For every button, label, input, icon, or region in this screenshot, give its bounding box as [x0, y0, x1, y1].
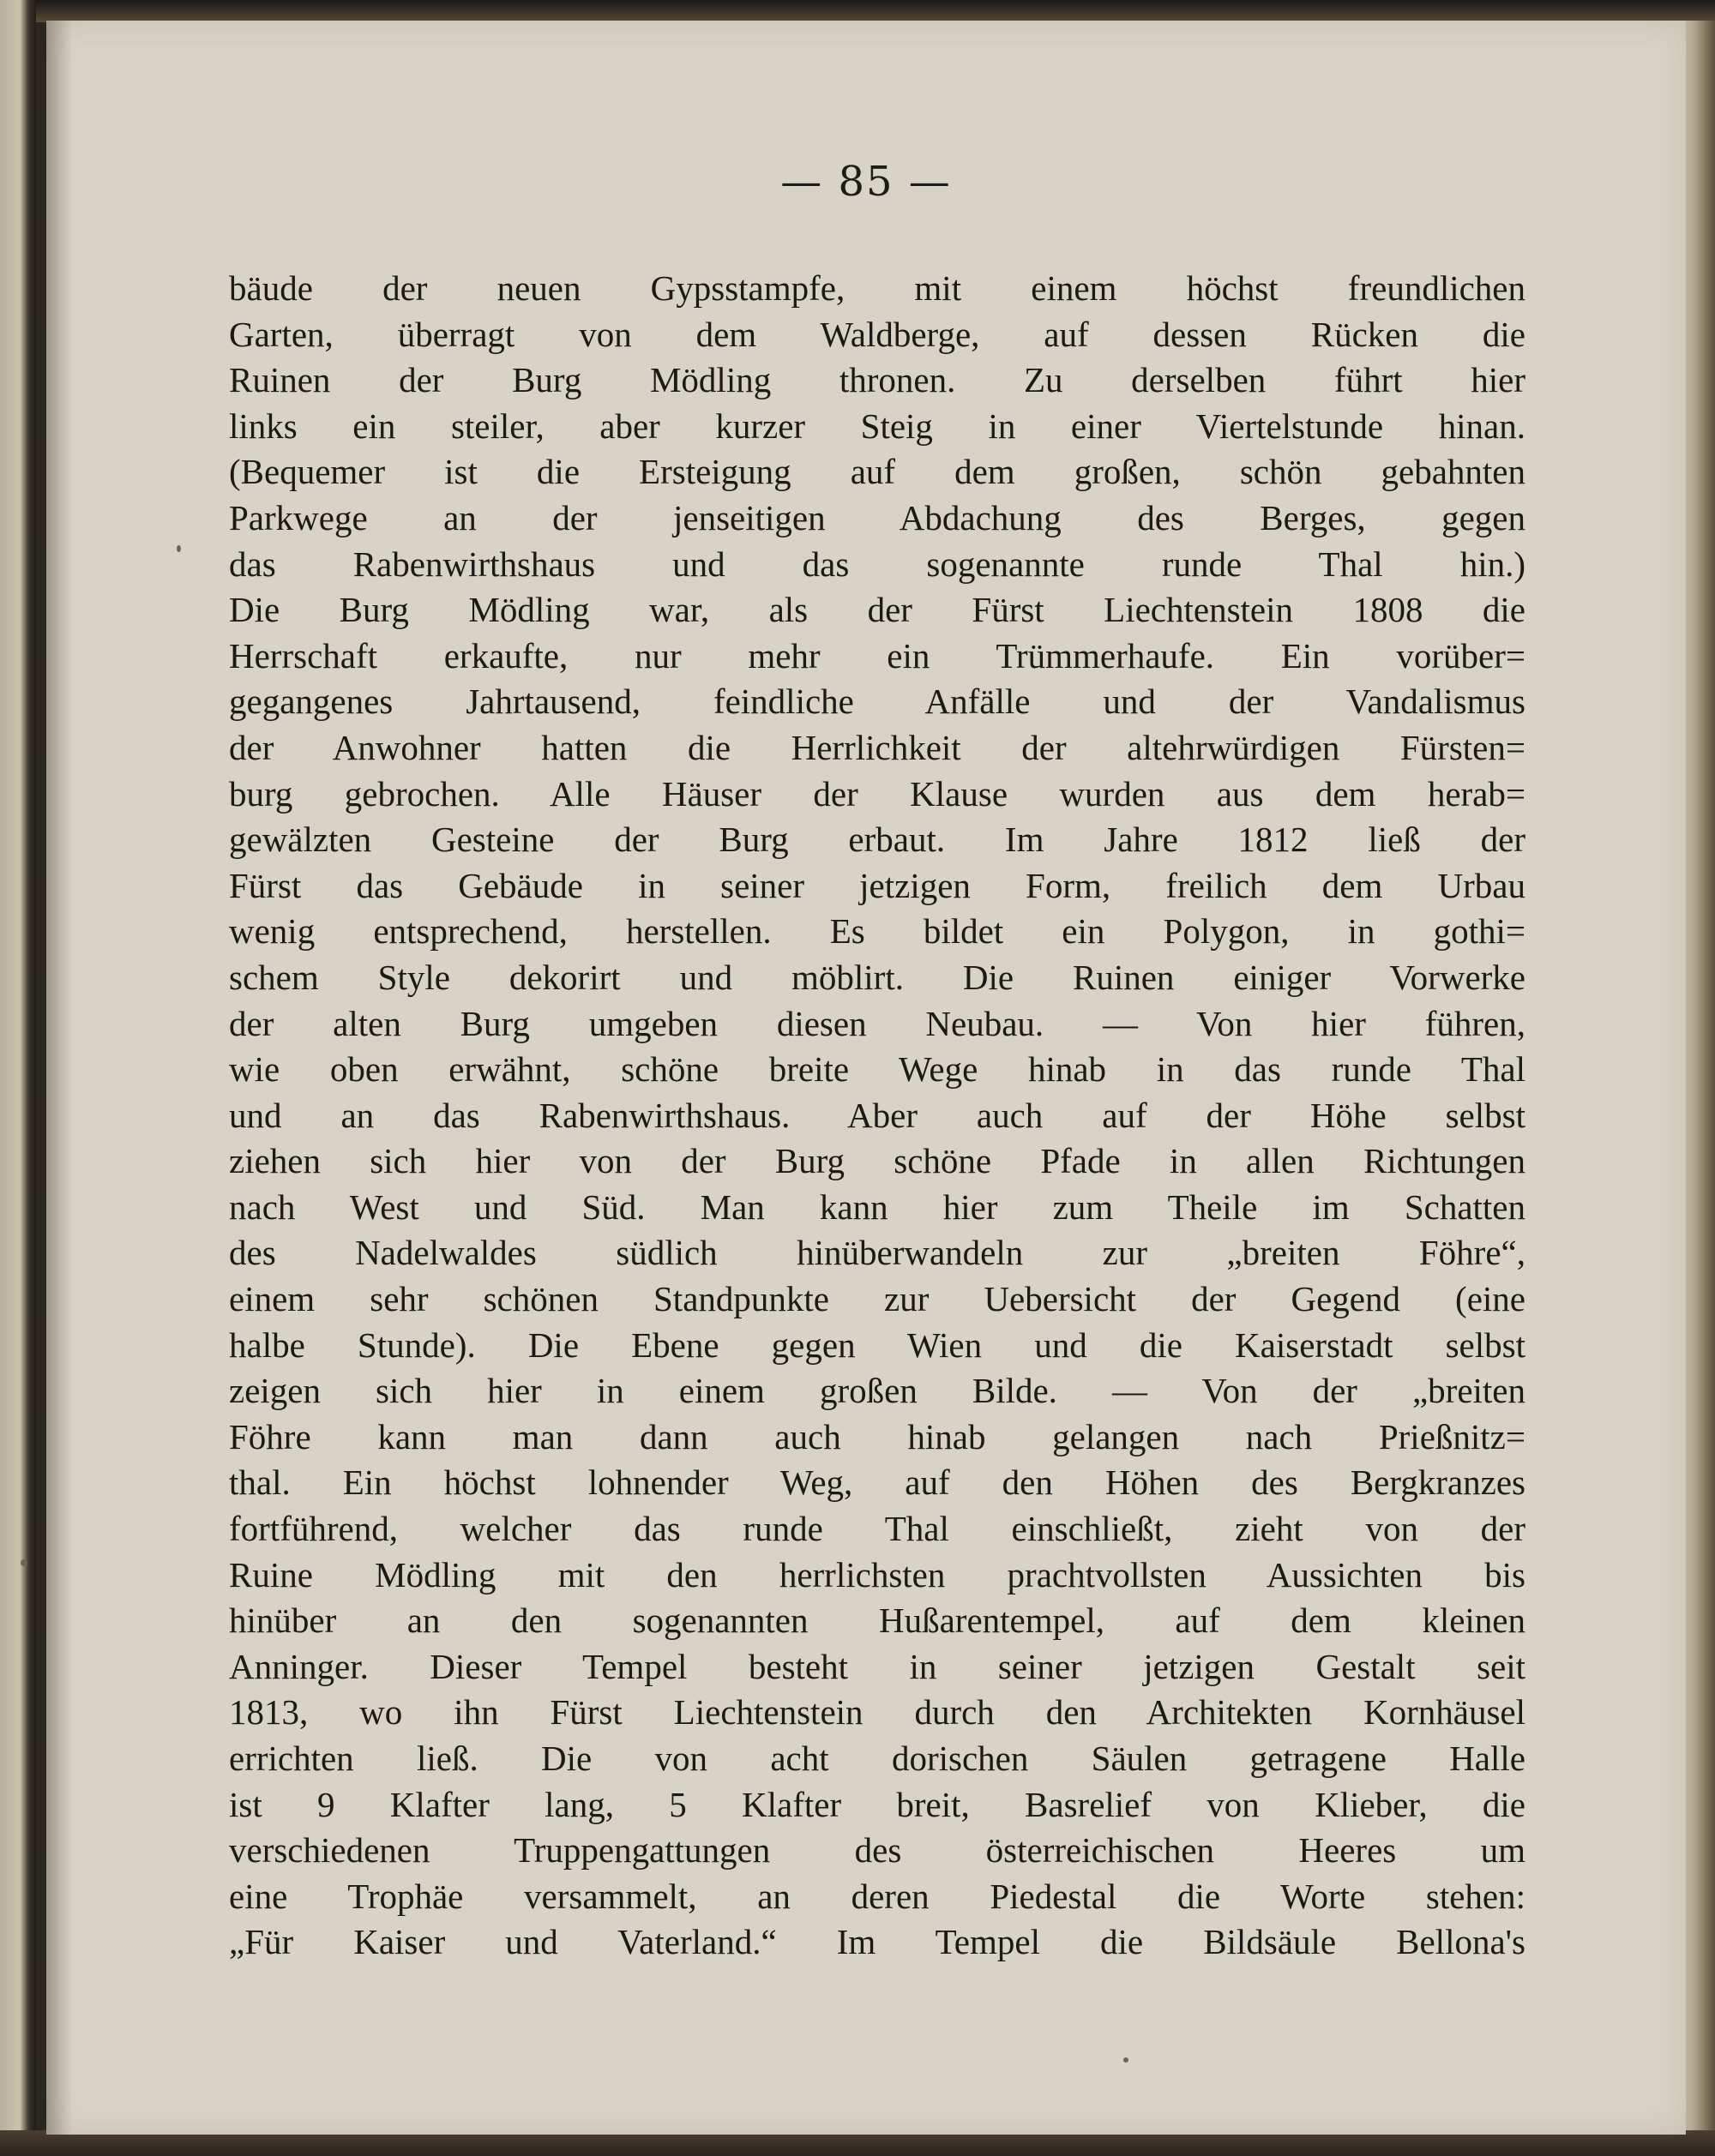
- text-line: 1813, wo ihn Fürst Liechtenstein durch den Architekten Kornhäusel: [229, 1692, 1525, 1733]
- text-line: hinüber an den sogenannten Hußarentempel, auf dem kleinen: [229, 1600, 1525, 1641]
- paper-speck: [1123, 2057, 1128, 2063]
- text-line: bäude der neuen Gypsstampfe, mit einem höchst freundlichen: [229, 268, 1525, 308]
- text-line: der alten Burg umgeben diesen Neubau. — Von hier führen,: [229, 1003, 1525, 1043]
- text-line: der Anwohner hatten die Herrlichkeit der altehrwürdigen Fürsten=: [229, 727, 1525, 767]
- text-line: Parkwege an der jenseitigen Abdachung des Berges, gegen: [229, 497, 1525, 537]
- text-line: Garten, überragt von dem Waldberge, auf dessen Rücken die: [229, 314, 1525, 354]
- text-line: und an das Rabenwirthshaus. Aber auch auf der Höhe selbst: [229, 1095, 1525, 1135]
- text-line: eine Trophäe versammelt, an deren Piedestal die Worte stehen:: [229, 1876, 1525, 1916]
- page-body-text: [229, 266, 1525, 1966]
- book-cover-top-edge: [0, 0, 1715, 22]
- text-line: Ruine Mödling mit den herrlichsten prachtvollsten Aussichten bis: [229, 1554, 1525, 1594]
- text-line: Herrschaft erkaufte, nur mehr ein Trümmerhaufe. Ein vorüber=: [229, 635, 1525, 676]
- text-line: das Rabenwirthshaus und das sogenannte runde Thal hin.): [229, 544, 1525, 584]
- gutter-shadow: [46, 21, 72, 2135]
- text-line: gegangenes Jahrtausend, feindliche Anfälle und der Vandalismus: [229, 682, 1525, 722]
- page-number: — 85 —: [780, 158, 952, 206]
- text-line: Die Burg Mödling war, als der Fürst Liechtenstein 1808 die: [229, 590, 1525, 630]
- text-line: Fürst das Gebäude in seiner jetzigen Form, freilich dem Urbau: [229, 865, 1525, 905]
- text-line: zeigen sich hier in einem großen Bilde. — Von der „breiten: [229, 1371, 1525, 1411]
- text-line: (Bequemer ist die Ersteigung auf dem großen, schön gebahnten: [229, 452, 1525, 492]
- text-line: Anninger. Dieser Tempel besteht in seiner jetzigen Gestalt seit: [229, 1646, 1525, 1686]
- text-line: ziehen sich hier von der Burg schöne Pfade in allen Richtungen: [229, 1141, 1525, 1181]
- book-page: [46, 21, 1686, 2135]
- text-line: errichten ließ. Die von acht dorischen Säulen getragene Halle: [229, 1739, 1525, 1778]
- text-line: links ein steiler, aber kurzer Steig in einer Viertelstunde hinan.: [229, 405, 1525, 446]
- text-line: wie oben erwähnt, schöne breite Wege hinab in das runde Thal: [229, 1049, 1525, 1090]
- text-line: ist 9 Klafter lang, 5 Klafter breit, Basrelief von Klieber, die: [229, 1784, 1525, 1824]
- text-line: nach West und Süd. Man kann hier zum Theile im Schatten: [229, 1186, 1525, 1227]
- text-line: einem sehr schönen Standpunkte zur Uebersicht der Gegend (eine: [229, 1279, 1525, 1319]
- text-line: wenig entsprechend, herstellen. Es bildet ein Polygon, in gothi=: [229, 911, 1525, 952]
- text-line: verschiedenen Truppengattungen des österreichischen Heeres um: [229, 1830, 1525, 1871]
- text-line: des Nadelwaldes südlich hinüberwandeln zur „breiten Föhre“,: [229, 1233, 1525, 1273]
- paper-speck: [177, 545, 181, 552]
- facing-page-edge: [0, 0, 36, 2156]
- text-line: thal. Ein höchst lohnender Weg, auf den Höhen des Bergkranzes: [229, 1462, 1525, 1503]
- paper-speck: [21, 1559, 27, 1566]
- text-line: gewälzten Gesteine der Burg erbaut. Im Jahre 1812 ließ der: [229, 820, 1525, 860]
- text-line: halbe Stunde). Die Ebene gegen Wien und die Kaiserstadt selbst: [229, 1324, 1525, 1365]
- text-line: „Für Kaiser und Vaterland.“ Im Tempel die Bildsäule Bellona's: [229, 1922, 1525, 1962]
- text-line: burg gebrochen. Alle Häuser der Klause wurden aus dem herab=: [229, 773, 1525, 814]
- text-line: Ruinen der Burg Mödling thronen. Zu derselben führt hier: [229, 360, 1525, 400]
- text-line: Föhre kann man dann auch hinab gelangen nach Prießnitz=: [229, 1416, 1525, 1456]
- text-line: fortführend, welcher das runde Thal einschließt, zieht von der: [229, 1509, 1525, 1549]
- text-line: schem Style dekorirt und möblirt. Die Ruinen einiger Vorwerke: [229, 957, 1525, 997]
